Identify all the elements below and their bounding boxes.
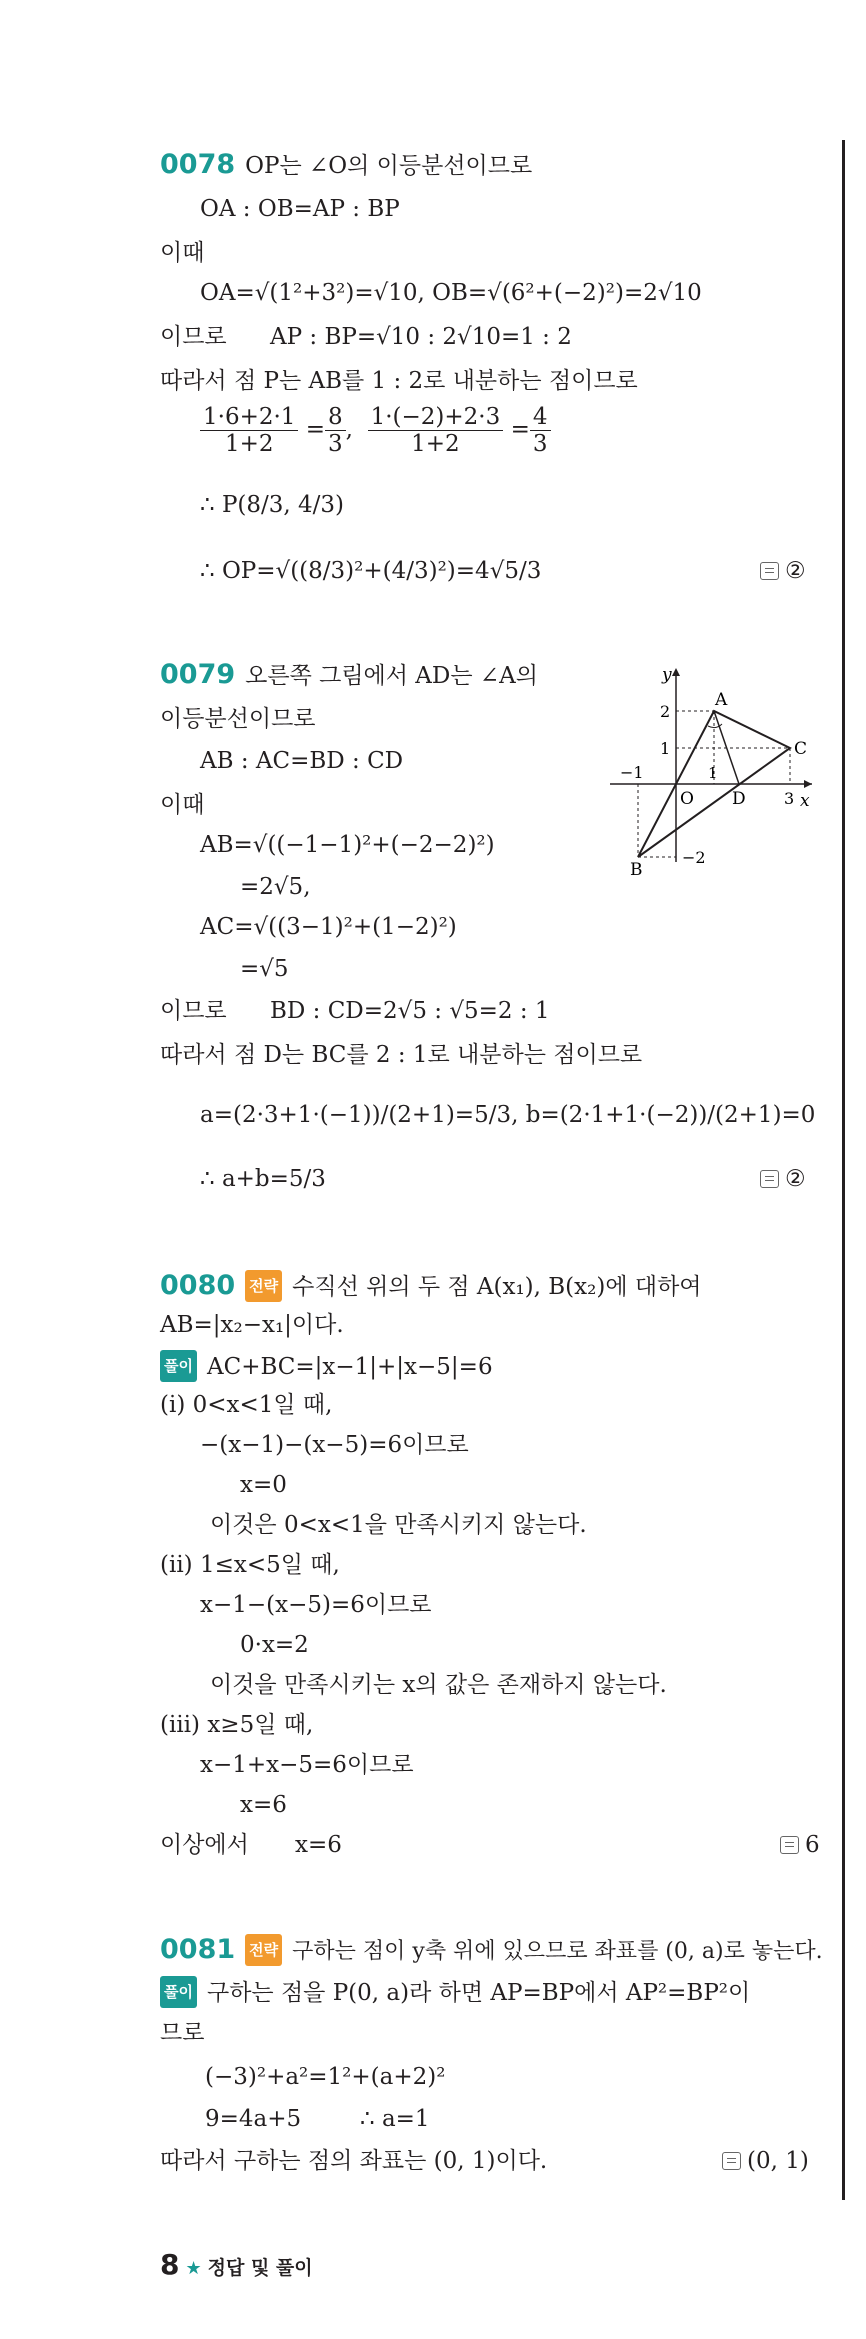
strategy-tag: 전략 — [245, 1270, 282, 1302]
fraction: $\frac{1\cdot 6+2\cdot 1}{1+2}$ — [200, 404, 298, 457]
problem-number: 0079 — [160, 659, 236, 690]
tick-label-x: −1 — [620, 763, 644, 782]
problem-0080-line-11: 이것을 만족시키는 x의 값은 존재하지 않는다. — [210, 1672, 667, 1698]
problem-0079-line-9a: 이므로 — [160, 998, 227, 1024]
answer-0079: ② — [760, 1164, 806, 1194]
problem-0080-case-2: (ⅱ) 1≤x<5일 때, — [160, 1552, 340, 1578]
strategy-tag: 전략 — [245, 1934, 282, 1966]
page-footer — [160, 2248, 313, 2281]
problem-number: 0081 — [160, 1934, 236, 1965]
margin-rule — [842, 140, 845, 2200]
coordinate-graph — [600, 660, 820, 875]
tick-label-y: 2 — [660, 702, 671, 721]
problem-0079-ab: AB=√((−1−1)²+(−2−2)²) — [200, 832, 495, 858]
problem-0080-line-7: 이것은 0<x<1을 만족시키지 않는다. — [210, 1512, 587, 1538]
problem-number: 0080 — [160, 1270, 236, 1301]
problem-0079-ratio: AB : AC=BD : CD — [200, 748, 404, 774]
problem-0081-line-1: 0081 전략 구하는 점이 y축 위에 있으므로 좌표를 (0, a)로 놓는다. — [160, 1934, 823, 1965]
problem-0078-ratio: OA : OB=AP : BP — [200, 196, 400, 222]
problem-0078-line-6: 따라서 점 P는 AB를 1 : 2로 내분하는 점이므로 — [160, 368, 638, 394]
problem-0079-ac-value: =√5 — [240, 956, 289, 982]
problem-0080-line-13: x−1+x−5=6이므로 — [200, 1752, 414, 1778]
problem-0080-line-14: x=6 — [240, 1792, 287, 1818]
answer-icon — [760, 1170, 779, 1188]
answer-0080: 6 — [780, 1830, 820, 1860]
problem-0081-line-3: 므로 — [160, 2020, 205, 2046]
tick-label-x: 3 — [784, 789, 795, 808]
problem-0080-line-9: x−1−(x−5)=6이므로 — [200, 1592, 432, 1618]
solution-tag: 풀이 — [160, 1976, 197, 2008]
x-axis-label: x — [800, 791, 810, 811]
problem-0081-equation: (−3)²+a²=1²+(a+2)² — [205, 2064, 446, 2090]
problem-0080-case-3: (ⅲ) x≥5일 때, — [160, 1712, 314, 1738]
problem-0081-line-6: 따라서 구하는 점의 좌표는 (0, 1)이다. — [160, 2148, 548, 2174]
problem-0080-line-15a: 이상에서 — [160, 1832, 249, 1858]
problem-0078-lengths: OA=√(1²+3²)=√10, OB=√(6²+(−2)²)=2√10 — [200, 280, 702, 306]
tick-label-y: −2 — [682, 848, 706, 867]
problem-0080-line-6: x=0 — [240, 1472, 287, 1498]
problem-0081-line-5b: ∴ a=1 — [360, 2106, 430, 2132]
problem-0080-line-2: AB=|x₂−x₁|이다. — [160, 1312, 344, 1338]
problem-0078-fractions: $\frac{1\cdot 6+2\cdot 1}{1+2}$ = $\frac{8}{3}$ , $\frac{1\cdot(-2)+2\cdot 3}{1+2}$ = $\frac{4}{3}$ — [200, 404, 551, 457]
point-a-label: A — [715, 690, 728, 710]
problem-0080-line-3: 풀이 AC+BC=|x−1|+|x−5|=6 — [160, 1350, 493, 1382]
problem-number: 0078 — [160, 149, 236, 180]
tick-label-x: 1 — [708, 764, 718, 782]
fraction: $\frac{1\cdot(-2)+2\cdot 3}{1+2}$ — [368, 404, 504, 457]
point-b-label: B — [630, 860, 643, 875]
problem-0079-line-9b: BD : CD=2√5 : √5=2 : 1 — [270, 998, 550, 1024]
y-axis-arrow — [672, 668, 680, 676]
origin-label: O — [680, 789, 694, 809]
problem-0081-line-2: 풀이 구하는 점을 P(0, a)라 하면 AP=BP에서 AP²=BP²이 — [160, 1976, 750, 2008]
answer-0081: (0, 1) — [722, 2146, 809, 2176]
problem-0078-line-1: 0078 OP는 ∠O의 이등분선이므로 — [160, 149, 533, 180]
problem-0080-line-15b: x=6 — [295, 1832, 342, 1858]
problem-0080-line-10: 0·x=2 — [240, 1632, 309, 1658]
tick-label-y: 1 — [660, 739, 671, 758]
y-axis-label: y — [662, 665, 672, 685]
fraction: $\frac{8}{3}$ — [325, 404, 346, 457]
point-c-label: C — [794, 739, 808, 759]
point-d-label: D — [732, 789, 746, 809]
problem-0079-line-1: 0079 오른쪽 그림에서 AD는 ∠A의 — [160, 659, 538, 690]
problem-0078-point-p: ∴ P(8/3, 4/3) — [200, 492, 345, 518]
footer-label: 정답 및 풀이 — [207, 2257, 313, 2279]
problem-0081-line-5a: 9=4a+5 — [205, 2106, 302, 2132]
problem-0078-op-length: ∴ OP=√((8/3)²+(4/3)²)=4√5/3 — [200, 558, 542, 584]
solution-tag: 풀이 — [160, 1350, 197, 1382]
problem-0078-line-5b: AP : BP=√10 : 2√10=1 : 2 — [270, 324, 572, 350]
problem-0079-line-10: 따라서 점 D는 BC를 2 : 1로 내분하는 점이므로 — [160, 1042, 643, 1068]
answer-icon — [722, 2152, 741, 2170]
problem-0079-line-4: 이때 — [160, 792, 205, 818]
problem-0079-ac: AC=√((3−1)²+(1−2)²) — [200, 914, 457, 940]
problem-0079-line-2: 이등분선이므로 — [160, 706, 316, 732]
problem-0080-line-5: −(x−1)−(x−5)=6이므로 — [200, 1432, 469, 1458]
problem-0078-line-3: 이때 — [160, 240, 205, 266]
problem-0079-ab-value: =2√5, — [240, 874, 311, 900]
answer-icon — [760, 562, 779, 580]
star-icon: ★ — [185, 2258, 202, 2279]
problem-0080-case-1: (ⅰ) 0<x<1일 때, — [160, 1392, 333, 1418]
problem-0080-line-1: 0080 전략 수직선 위의 두 점 A(x₁), B(x₂)에 대하여 — [160, 1270, 702, 1301]
answer-0078: ② — [760, 556, 806, 586]
answer-icon — [780, 1836, 799, 1854]
x-axis-arrow — [804, 780, 812, 788]
fraction: $\frac{4}{3}$ — [530, 404, 551, 457]
problem-0078-line-5a: 이므로 — [160, 324, 227, 350]
problem-0079-ab-coords: a=(2·3+1·(−1))/(2+1)=5/3, b=(2·1+1·(−2))/(2+1)=0 — [200, 1102, 816, 1128]
problem-0079-sum: ∴ a+b=5/3 — [200, 1166, 326, 1192]
page-number: 8 — [160, 2248, 180, 2281]
